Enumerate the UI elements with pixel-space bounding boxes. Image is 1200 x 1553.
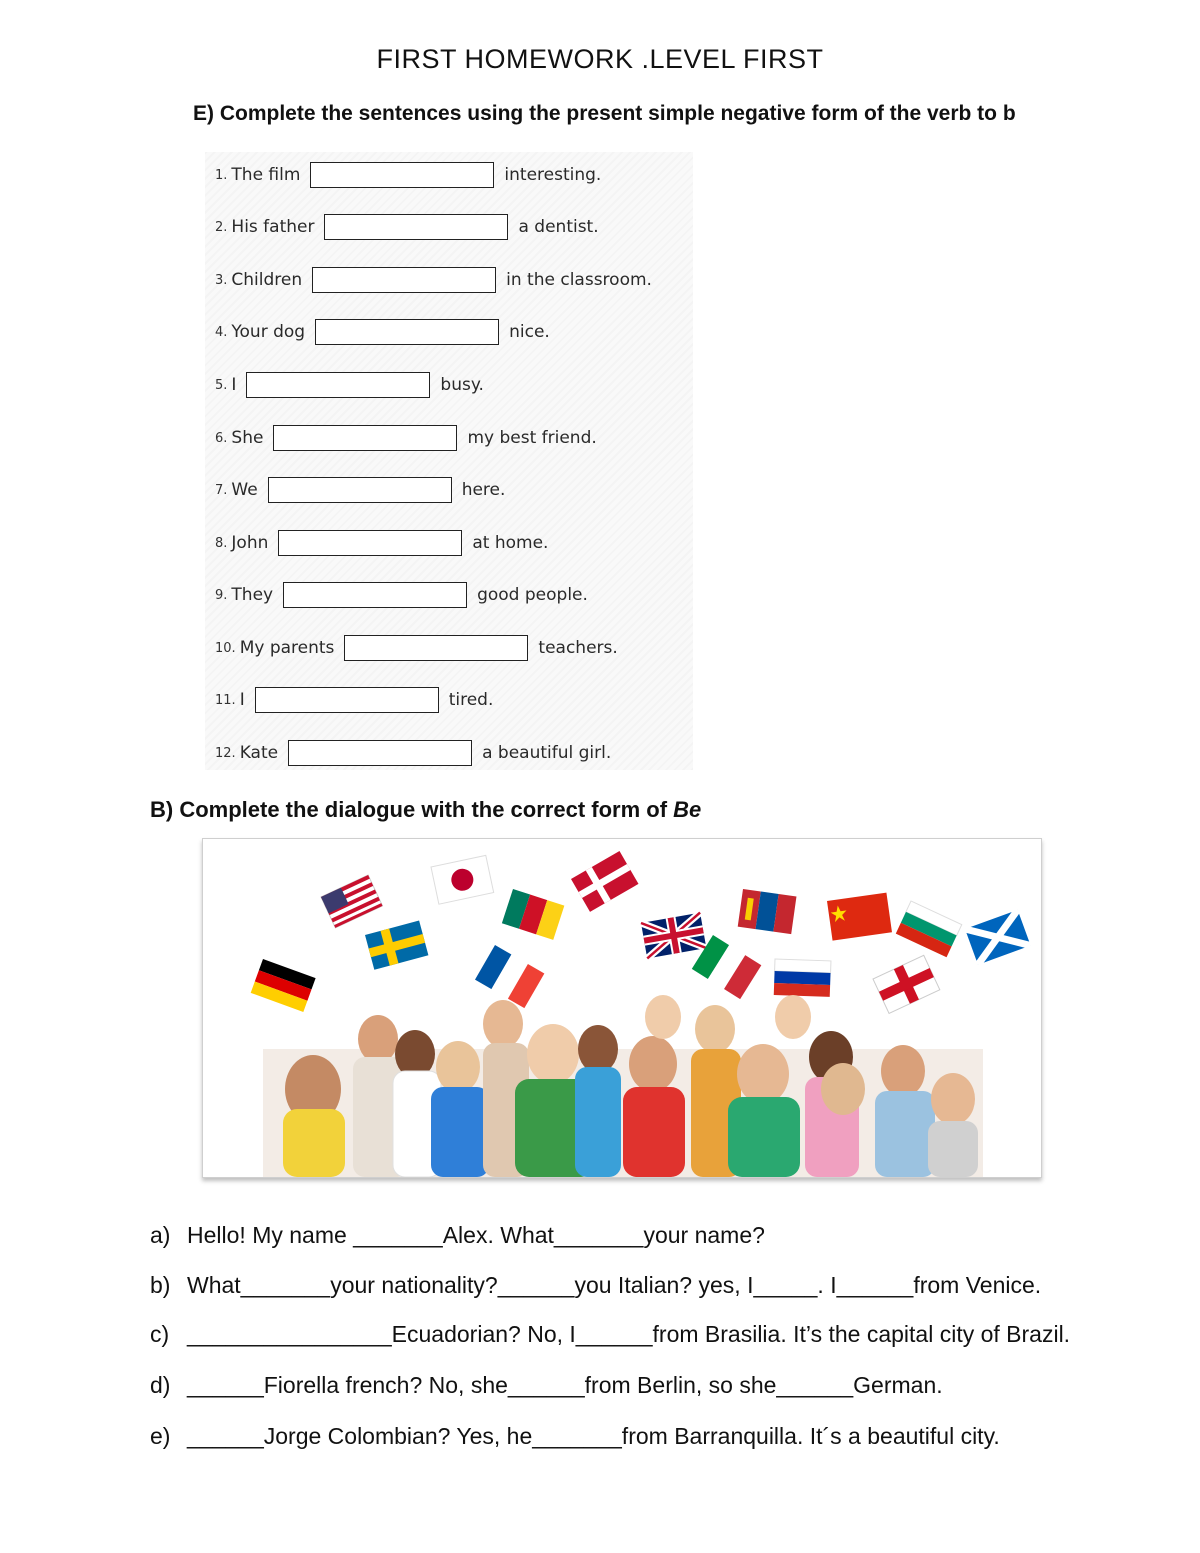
people-with-flags-photo: [202, 838, 1042, 1178]
exercise-item: [215, 738, 611, 768]
item-text-after: here.: [461, 480, 506, 500]
dialogue-letter: d): [150, 1372, 171, 1398]
item-text-after: tired.: [448, 690, 494, 710]
crowd-with-flags-illustration: [203, 839, 1041, 1177]
item-text-before: She: [231, 428, 264, 448]
answer-box[interactable]: [324, 214, 508, 240]
dialogue-text: Hello! My name _______Alex. What_______your name?: [187, 1222, 765, 1248]
item-number: 1.: [215, 167, 228, 183]
item-text-before: I: [231, 375, 237, 395]
item-number: 2.: [215, 219, 228, 235]
item-number: 12.: [215, 745, 236, 761]
item-text-before: The film: [231, 165, 301, 185]
exercise-item: [215, 317, 550, 347]
item-text-after: teachers.: [538, 638, 618, 658]
item-number: 8.: [215, 535, 228, 551]
item-text-after: nice.: [509, 322, 550, 342]
answer-box[interactable]: [255, 687, 439, 713]
item-text-before: My parents: [239, 638, 335, 658]
dialogue-letter: a): [150, 1222, 171, 1248]
exercise-item: [215, 685, 493, 715]
exercise-item: [215, 370, 484, 400]
answer-box[interactable]: [315, 319, 499, 345]
answer-box[interactable]: [312, 267, 496, 293]
exercise-item: [215, 580, 588, 610]
dialogue-text: What_______your nationality?______you Italian? yes, I_____. I______from Venice.: [187, 1272, 1042, 1298]
item-text-before: Kate: [239, 743, 279, 763]
answer-box[interactable]: [278, 530, 462, 556]
item-number: 3.: [215, 272, 228, 288]
item-number: 10.: [215, 640, 236, 656]
dialogue-line: [150, 1372, 943, 1399]
exercise-item: [215, 265, 652, 295]
item-text-after: at home.: [472, 533, 549, 553]
item-text-before: Children: [231, 270, 303, 290]
answer-box[interactable]: [344, 635, 528, 661]
answer-box[interactable]: [246, 372, 430, 398]
item-text-before: I: [239, 690, 245, 710]
item-text-before: John: [231, 533, 269, 553]
dialogue-line: [150, 1321, 1070, 1348]
dialogue-line: [150, 1423, 1000, 1450]
section-e-heading: E) Complete the sentences using the present simple negative form of the verb to b: [193, 102, 1016, 125]
item-text-before: They: [231, 585, 274, 605]
dialogue-letter: c): [150, 1321, 170, 1347]
item-number: 5.: [215, 377, 228, 393]
item-text-after: in the classroom.: [506, 270, 652, 290]
section-b-heading-text: B) Complete the dialogue with the correct form of: [150, 797, 674, 822]
exercise-item: [215, 528, 548, 558]
section-b-heading-emphasis: Be: [673, 797, 702, 822]
dialogue-text: ______Fiorella french? No, she______from Berlin, so she______German.: [187, 1372, 943, 1398]
dialogue-letter: e): [150, 1423, 171, 1449]
item-number: 4.: [215, 324, 228, 340]
item-number: 9.: [215, 587, 228, 603]
item-text-after: good people.: [477, 585, 588, 605]
section-b-heading: [150, 797, 701, 823]
item-text-after: interesting.: [504, 165, 602, 185]
dialogue-line: [150, 1222, 765, 1249]
item-text-before: We: [231, 480, 258, 500]
exercise-item: [215, 212, 599, 242]
answer-box[interactable]: [283, 582, 467, 608]
item-number: 7.: [215, 482, 228, 498]
answer-box[interactable]: [268, 477, 452, 503]
flag-mongolia-icon: [738, 889, 797, 934]
exercise-item: [215, 475, 505, 505]
answer-box[interactable]: [288, 740, 472, 766]
exercise-item: [215, 633, 618, 663]
item-text-before: His father: [231, 217, 315, 237]
dialogue-text: ______Jorge Colombian? Yes, he_______from Barranquilla. It´s a beautiful city.: [187, 1423, 1000, 1449]
item-number: 6.: [215, 430, 228, 446]
answer-box[interactable]: [310, 162, 494, 188]
exercise-item: [215, 423, 597, 453]
exercise-e-panel: [205, 152, 693, 770]
answer-box[interactable]: [273, 425, 457, 451]
item-text-after: a dentist.: [518, 217, 599, 237]
item-text-after: a beautiful girl.: [482, 743, 612, 763]
exercise-item: [215, 160, 601, 190]
page-title: FIRST HOMEWORK .LEVEL FIRST: [376, 44, 824, 74]
flag-russia-icon: [774, 959, 831, 997]
item-number: 11.: [215, 692, 236, 708]
item-text-after: busy.: [440, 375, 484, 395]
dialogue-line: [150, 1272, 1041, 1299]
flag-china-icon: [827, 893, 892, 941]
item-text-after: my best friend.: [467, 428, 597, 448]
item-text-before: Your dog: [231, 322, 306, 342]
dialogue-text: ________________Ecuadorian? No, I______from Brasilia. It’s the capital city of Brazil.: [187, 1321, 1071, 1347]
dialogue-letter: b): [150, 1272, 171, 1298]
